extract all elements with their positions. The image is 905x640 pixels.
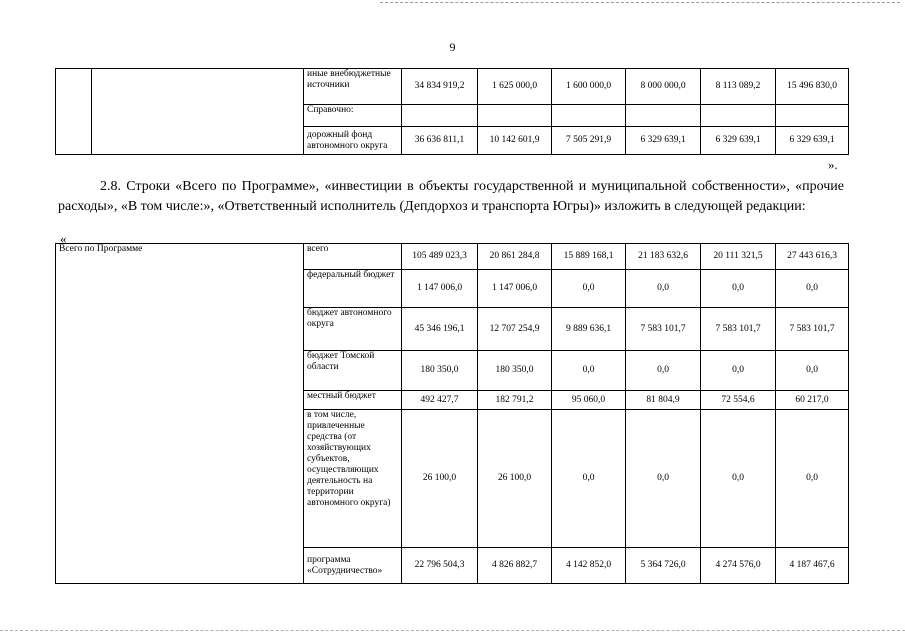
value-cell: 7 583 101,7 bbox=[776, 308, 849, 351]
row-label: в том числе, привлеченные средства (от хозяйствующих субъектов, осуществляющих деятельность на территории автономного округа) bbox=[304, 410, 402, 548]
scan-artifact-top bbox=[380, 2, 900, 4]
row-label: местный бюджет bbox=[304, 391, 402, 410]
value-cell: 36 636 811,1 bbox=[402, 127, 478, 155]
value-cell: 4 142 852,0 bbox=[552, 548, 626, 584]
value-cell: 22 796 504,3 bbox=[402, 548, 478, 584]
value-cell: 6 329 639,1 bbox=[701, 127, 776, 155]
value-cell: 7 583 101,7 bbox=[701, 308, 776, 351]
page-number: 9 bbox=[449, 40, 456, 54]
closing-quote: ». bbox=[828, 157, 838, 172]
row-label: всего bbox=[304, 244, 402, 270]
value-cell: 105 489 023,3 bbox=[402, 244, 478, 270]
value-cell bbox=[701, 105, 776, 127]
value-cell: 8 113 089,2 bbox=[701, 69, 776, 105]
value-cell: 20 861 284,8 bbox=[478, 244, 552, 270]
value-cell: 0,0 bbox=[776, 410, 849, 548]
table-row bbox=[56, 244, 849, 270]
value-cell: 0,0 bbox=[776, 270, 849, 308]
value-cell: 15 496 830,0 bbox=[776, 69, 849, 105]
value-cell: 1 625 000,0 bbox=[478, 69, 552, 105]
value-cell: 182 791,2 bbox=[478, 391, 552, 410]
value-cell: 0,0 bbox=[701, 270, 776, 308]
row-label: бюджет Томской области bbox=[304, 351, 402, 391]
row-label: иные внебюджетные источники bbox=[304, 69, 402, 105]
opening-quote: « bbox=[60, 231, 67, 246]
row-label: программа «Сотрудничество» bbox=[304, 548, 402, 584]
value-cell: 81 804,9 bbox=[626, 391, 701, 410]
value-cell: 26 100,0 bbox=[478, 410, 552, 548]
value-cell: 0,0 bbox=[626, 410, 701, 548]
value-cell: 34 834 919,2 bbox=[402, 69, 478, 105]
value-cell: 8 000 000,0 bbox=[626, 69, 701, 105]
value-cell: 180 350,0 bbox=[478, 351, 552, 391]
value-cell: 10 142 601,9 bbox=[478, 127, 552, 155]
value-cell: 4 187 467,6 bbox=[776, 548, 849, 584]
value-cell: 1 600 000,0 bbox=[552, 69, 626, 105]
value-cell: 26 100,0 bbox=[402, 410, 478, 548]
table-row bbox=[56, 69, 849, 105]
empty-cell bbox=[56, 69, 92, 155]
value-cell: 1 147 006,0 bbox=[402, 270, 478, 308]
value-cell bbox=[552, 105, 626, 127]
amendment-paragraph: 2.8. Строки «Всего по Программе», «инвестиции в объекты государственной и муниципальной собственности», «прочие расходы», «В том числе:», «Ответственный исполнитель (Депдорхоз и транспорта Югры)» изложить в следующей редакции: bbox=[58, 179, 844, 214]
value-cell: 0,0 bbox=[552, 410, 626, 548]
value-cell: 12 707 254,9 bbox=[478, 308, 552, 351]
value-cell: 15 889 168,1 bbox=[552, 244, 626, 270]
budget-table-continuation bbox=[55, 68, 849, 155]
value-cell: 492 427,7 bbox=[402, 391, 478, 410]
value-cell: 0,0 bbox=[552, 351, 626, 391]
value-cell bbox=[402, 105, 478, 127]
value-cell: 5 364 726,0 bbox=[626, 548, 701, 584]
scan-artifact-bottom bbox=[0, 630, 905, 632]
value-cell: 4 826 882,7 bbox=[478, 548, 552, 584]
empty-cell bbox=[92, 69, 304, 155]
value-cell: 21 183 632,6 bbox=[626, 244, 701, 270]
row-label: бюджет автономного округа bbox=[304, 308, 402, 351]
value-cell: 27 443 616,3 bbox=[776, 244, 849, 270]
value-cell: 4 274 576,0 bbox=[701, 548, 776, 584]
value-cell: 20 111 321,5 bbox=[701, 244, 776, 270]
value-cell: 72 554,6 bbox=[701, 391, 776, 410]
value-cell: 0,0 bbox=[552, 270, 626, 308]
value-cell: 6 329 639,1 bbox=[776, 127, 849, 155]
row-label: дорожный фонд автономного округа bbox=[304, 127, 402, 155]
value-cell: 0,0 bbox=[701, 351, 776, 391]
value-cell: 6 329 639,1 bbox=[626, 127, 701, 155]
value-cell bbox=[776, 105, 849, 127]
value-cell: 7 583 101,7 bbox=[626, 308, 701, 351]
value-cell: 95 060,0 bbox=[552, 391, 626, 410]
program-title-cell: Всего по Программе bbox=[56, 244, 304, 584]
row-label: федеральный бюджет bbox=[304, 270, 402, 308]
value-cell: 0,0 bbox=[626, 270, 701, 308]
value-cell bbox=[478, 105, 552, 127]
value-cell: 0,0 bbox=[701, 410, 776, 548]
value-cell: 180 350,0 bbox=[402, 351, 478, 391]
row-label: Справочно: bbox=[304, 105, 402, 127]
value-cell: 45 346 196,1 bbox=[402, 308, 478, 351]
value-cell: 0,0 bbox=[776, 351, 849, 391]
value-cell: 7 505 291,9 bbox=[552, 127, 626, 155]
value-cell: 1 147 006,0 bbox=[478, 270, 552, 308]
program-totals-table bbox=[55, 243, 849, 584]
value-cell: 60 217,0 bbox=[776, 391, 849, 410]
value-cell: 9 889 636,1 bbox=[552, 308, 626, 351]
value-cell bbox=[626, 105, 701, 127]
value-cell: 0,0 bbox=[626, 351, 701, 391]
